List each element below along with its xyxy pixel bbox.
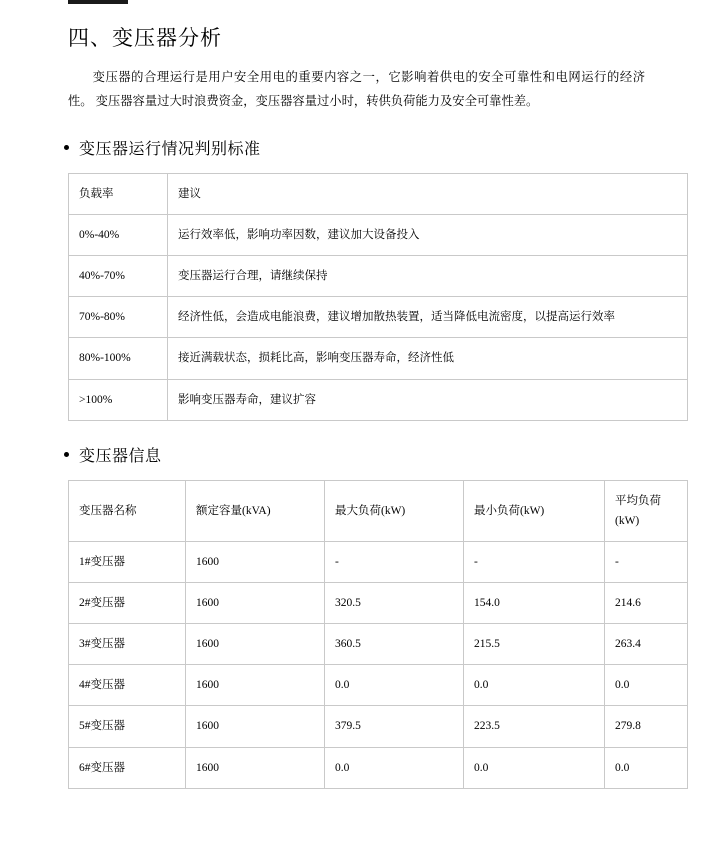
table-row (69, 256, 688, 297)
header-rule (68, 0, 128, 4)
table-cell: 运行效率低，影响功率因数，建议加大设备投入 (168, 215, 688, 256)
table-row (69, 747, 688, 788)
table-cell: 0%-40% (69, 215, 168, 256)
table-row (69, 665, 688, 706)
table-cell: 经济性低，会造成电能浪费，建议增加散热装置，适当降低电流密度，以提高运行效率 (168, 297, 688, 338)
table-header-row (69, 173, 688, 214)
table-cell: 影响变压器寿命，建议扩容 (168, 379, 688, 420)
transformer-info-table (68, 480, 688, 789)
table-header-cell: 平均负荷(kW) (605, 480, 688, 541)
table-header-cell: 建议 (168, 173, 688, 214)
table-cell: 接近满载状态，损耗比高，影响变压器寿命，经济性低 (168, 338, 688, 379)
table-cell: 1600 (186, 665, 325, 706)
table-cell: 1600 (186, 583, 325, 624)
table-cell: 320.5 (325, 583, 464, 624)
table-cell: 1600 (186, 541, 325, 582)
table-row (69, 706, 688, 747)
page-title: 四、变压器分析 (68, 26, 222, 50)
bullet-icon (64, 452, 69, 457)
table-cell: 1600 (186, 624, 325, 665)
table-cell: 379.5 (325, 706, 464, 747)
table-cell: 215.5 (464, 624, 605, 665)
criteria-table (68, 173, 688, 421)
table-cell: 223.5 (464, 706, 605, 747)
table-cell: 0.0 (464, 665, 605, 706)
table-header-cell: 变压器名称 (69, 480, 186, 541)
table-cell: 154.0 (464, 583, 605, 624)
table-cell: 4#变压器 (69, 665, 186, 706)
table-cell: - (605, 541, 688, 582)
table-cell: 5#变压器 (69, 706, 186, 747)
table-cell: 80%-100% (69, 338, 168, 379)
table-cell: 3#变压器 (69, 624, 186, 665)
table-cell: - (325, 541, 464, 582)
table-cell: 1600 (186, 706, 325, 747)
table-cell: 40%-70% (69, 256, 168, 297)
table-header-cell: 额定容量(kVA) (186, 480, 325, 541)
table-row (69, 297, 688, 338)
table-cell: 0.0 (325, 665, 464, 706)
table-cell: 279.8 (605, 706, 688, 747)
table-header-row (69, 480, 688, 541)
table-row (69, 541, 688, 582)
table-cell: 360.5 (325, 624, 464, 665)
table-cell: 1600 (186, 747, 325, 788)
section-heading-criteria (64, 136, 683, 159)
intro-paragraph: 变压器的合理运行是用户安全用电的重要内容之一，它影响着供电的安全可靠性和电网运行的经济性。 变压器容量过大时浪费资金，变压器容量过小时，转供负荷能力及安全可靠性差。 (68, 70, 645, 108)
table-header-cell: 最小负荷(kW) (464, 480, 605, 541)
section-heading-info (64, 443, 683, 466)
table-cell: 2#变压器 (69, 583, 186, 624)
bullet-icon (64, 145, 69, 150)
table-row (69, 379, 688, 420)
table-cell: 0.0 (605, 747, 688, 788)
table-cell: 0.0 (325, 747, 464, 788)
table-cell: 214.6 (605, 583, 688, 624)
table-cell: 1#变压器 (69, 541, 186, 582)
table-row (69, 338, 688, 379)
table-header-cell: 最大负荷(kW) (325, 480, 464, 541)
table-row (69, 583, 688, 624)
table-cell: 6#变压器 (69, 747, 186, 788)
table-cell: 0.0 (464, 747, 605, 788)
table-row (69, 624, 688, 665)
table-cell: - (464, 541, 605, 582)
section-title-criteria: 变压器运行情况判别标准 (79, 140, 261, 158)
table-header-cell: 负载率 (69, 173, 168, 214)
table-row (69, 215, 688, 256)
table-cell: 263.4 (605, 624, 688, 665)
table-cell: 70%-80% (69, 297, 168, 338)
table-cell: 0.0 (605, 665, 688, 706)
table-cell: 变压器运行合理，请继续保持 (168, 256, 688, 297)
table-cell: >100% (69, 379, 168, 420)
section-title-info: 变压器信息 (79, 447, 162, 465)
